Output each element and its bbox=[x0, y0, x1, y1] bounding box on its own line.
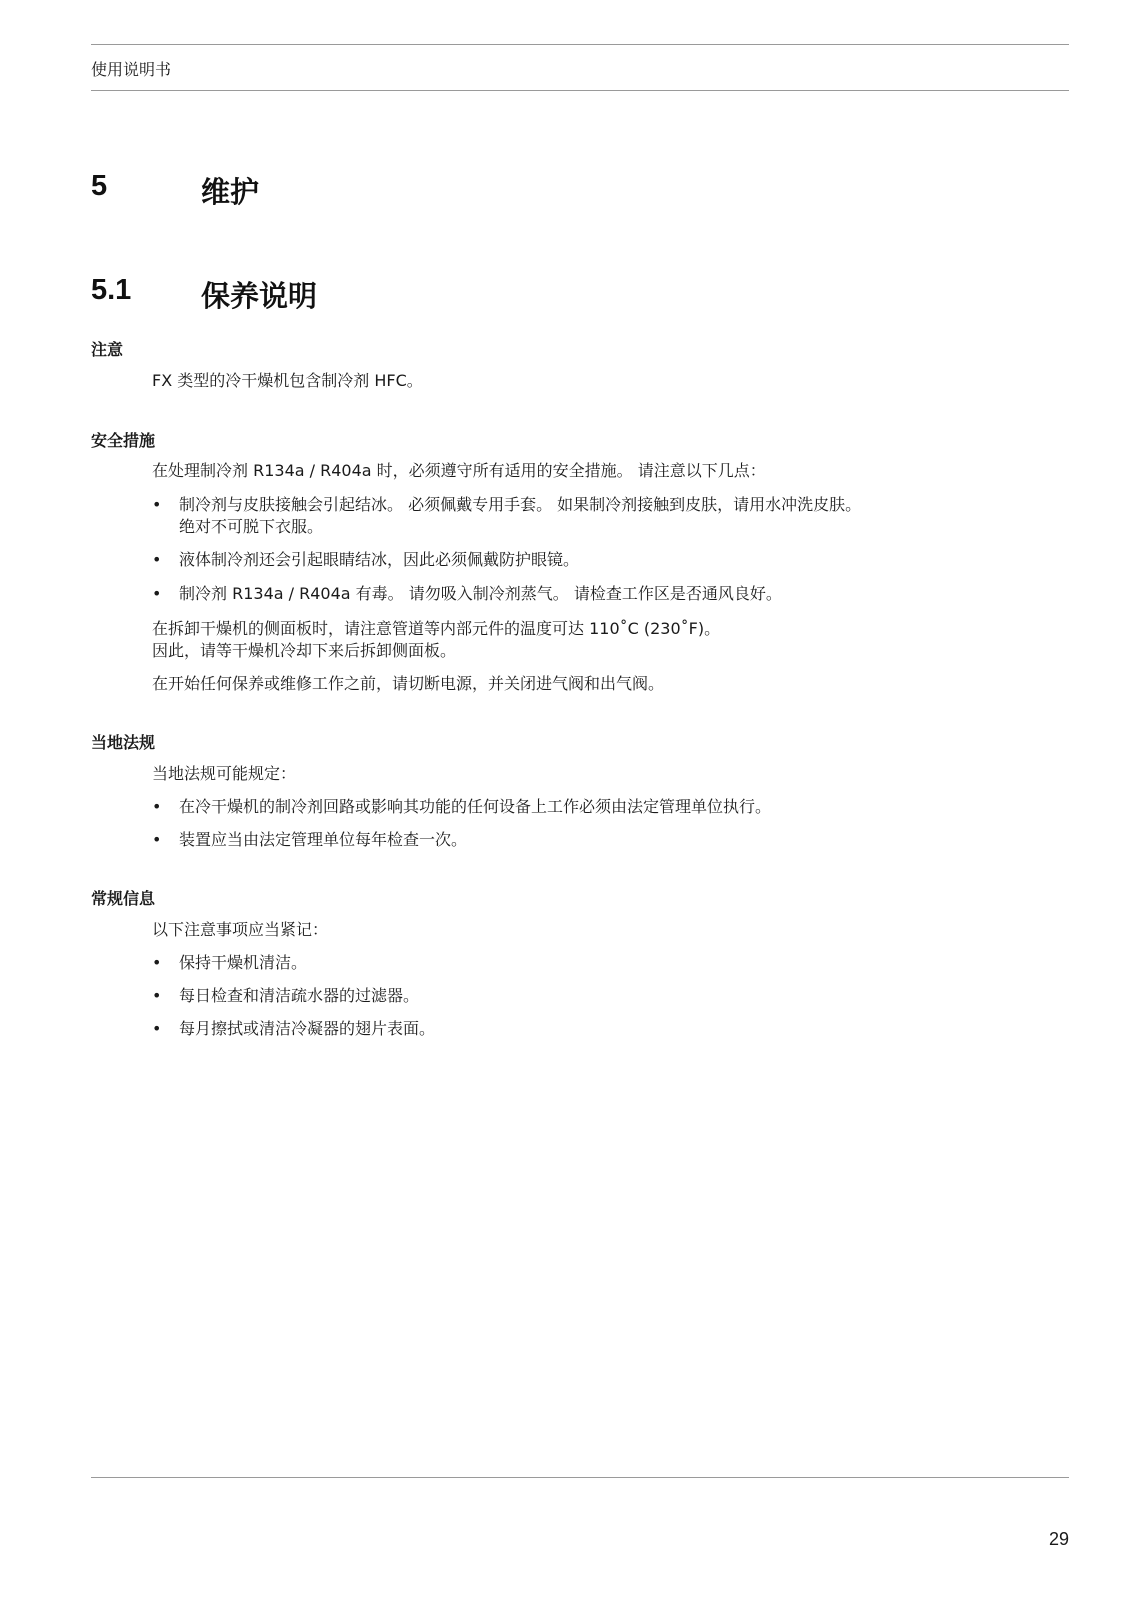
bullet-marker: • bbox=[152, 584, 162, 603]
bullet-marker: • bbox=[152, 797, 162, 816]
list-item-text: 每月擦拭或清洁冷凝器的翅片表面。 bbox=[179, 1019, 436, 1038]
list-item-text: 绝对不可脱下衣服。 bbox=[179, 517, 324, 536]
header-rule-top bbox=[91, 44, 1069, 45]
header-rule-bottom bbox=[91, 90, 1069, 91]
list-item-text: 每日检查和清洁疏水器的过滤器。 bbox=[179, 986, 420, 1005]
page-number: 29 bbox=[1048, 1529, 1069, 1549]
local-regulations-intro: 当地法规可能规定： bbox=[152, 764, 297, 783]
notice-heading: 注意 bbox=[91, 340, 124, 359]
section-title: 保养说明 bbox=[201, 279, 318, 313]
list-item-text: 制冷剂与皮肤接触会引起结冰。 必须佩戴专用手套。 如果制冷剂接触到皮肤，请用水冲洗皮肤。 bbox=[179, 495, 862, 514]
running-header: 使用说明书 bbox=[91, 60, 172, 79]
safety-intro: 在处理制冷剂 R134a / R404a 时，必须遵守所有适用的安全措施。 请注意以下几点： bbox=[152, 461, 766, 480]
list-item-text: 保持干燥机清洁。 bbox=[179, 953, 308, 972]
notice-text: FX 类型的冷干燥机包含制冷剂 HFC。 bbox=[152, 371, 423, 390]
section-number: 5.1 bbox=[91, 274, 132, 306]
bullet-marker: • bbox=[152, 986, 162, 1005]
power-off-instruction: 在开始任何保养或维修工作之前，请切断电源，并关闭进气阀和出气阀。 bbox=[152, 674, 665, 693]
panel-warning-line1: 在拆卸干燥机的侧面板时，请注意管道等内部元件的温度可达 110˚C (230˚F)。 bbox=[152, 619, 721, 638]
list-item-text: 在冷干燥机的制冷剂回路或影响其功能的任何设备上工作必须由法定管理单位执行。 bbox=[179, 797, 772, 816]
bullet-marker: • bbox=[152, 495, 162, 514]
bullet-marker: • bbox=[152, 550, 162, 569]
panel-warning-line2: 因此，请等干燥机冷却下来后拆卸侧面板。 bbox=[152, 641, 457, 660]
safety-heading: 安全措施 bbox=[91, 431, 156, 450]
list-item-text: 液体制冷剂还会引起眼睛结冰，因此必须佩戴防护眼镜。 bbox=[179, 550, 580, 569]
list-item-text: 制冷剂 R134a / R404a 有毒。 请勿吸入制冷剂蒸气。 请检查工作区是否通风良好。 bbox=[179, 584, 782, 603]
list-item-text: 装置应当由法定管理单位每年检查一次。 bbox=[179, 830, 468, 849]
chapter-title: 维护 bbox=[201, 175, 260, 209]
general-info-heading: 常规信息 bbox=[91, 889, 156, 908]
bullet-marker: • bbox=[152, 953, 162, 972]
bullet-marker: • bbox=[152, 1019, 162, 1038]
general-info-intro: 以下注意事项应当紧记： bbox=[152, 920, 329, 939]
local-regulations-heading: 当地法规 bbox=[91, 733, 156, 752]
footer-rule bbox=[91, 1477, 1069, 1478]
bullet-marker: • bbox=[152, 830, 162, 849]
chapter-number: 5 bbox=[91, 170, 108, 202]
